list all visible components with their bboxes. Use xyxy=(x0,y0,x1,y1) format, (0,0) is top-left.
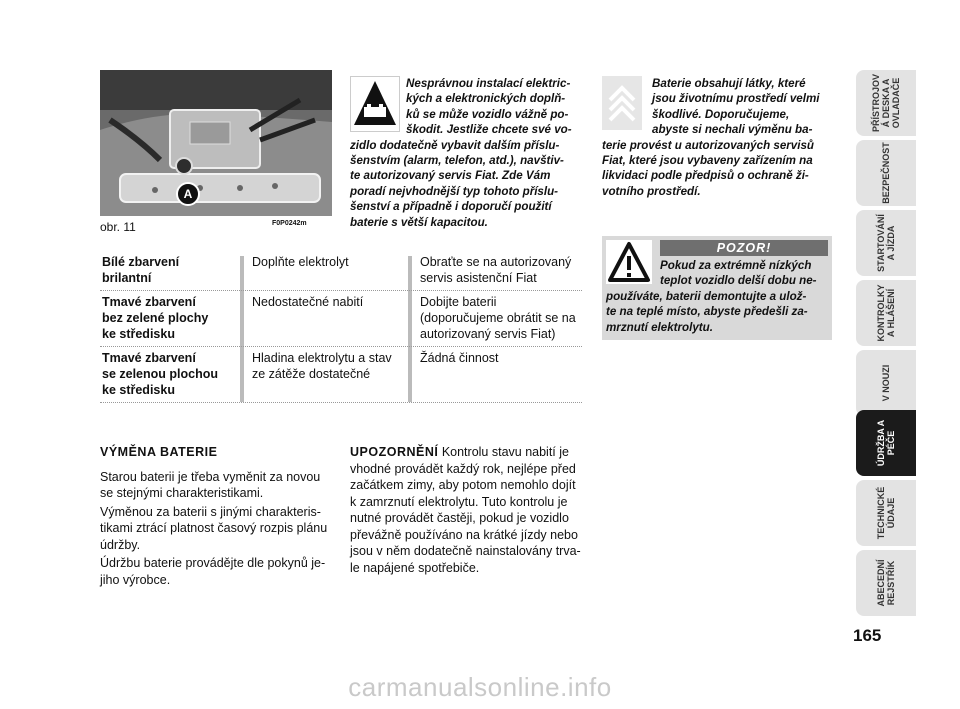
page-number: 165 xyxy=(853,626,882,645)
marker-a: A xyxy=(176,182,200,206)
paragraph: Starou baterii je třeba vyměnit za novou se stejnými charakteristikami. xyxy=(100,469,321,500)
note-paragraph: UPOZORNĚNÍ Kontrolu stavu nabití je vhodné provádět každý rok, nejlépe před začátkem zimy, aby potom nemohlo dojít k zamrznutí elektrolytu. Tuto kontrolu je nutné provádět častěji, pokud je vozidlo převážně používáno na krátké jízdy nebo jsou v něm dodatečně nainstalovány trva- le napájené spotřebiče. xyxy=(350,445,581,575)
paragraph: Výměnou za baterii s jinými charakteris- tikami ztrácí platnost časový rozpis plánu údržby. xyxy=(100,504,328,552)
tab-startovani[interactable]: STARTOVÁNÍ A JÍZDA xyxy=(856,210,916,276)
tab-bezpecnost[interactable]: BEZPEČNOST xyxy=(856,140,916,206)
table-row: Bílé zbarvení brilantní Doplňte elektrolyt Obraťte se na autorizovaný servis asistenční Fiat xyxy=(100,254,582,291)
paragraph: Údržbu baterie provádějte dle pokynů je- jiho výrobce. xyxy=(100,556,326,587)
tab-pristrojova-deska[interactable]: PŘÍSTROJOV Á DESKA A OVLADAČE xyxy=(856,70,916,136)
eco-note-text: Baterie obsahují látky, které jsou životnímu prostředí velmi škodlivé. Doporučujeme, abyste si nechali výměnu ba- terie provést u autorizovaných servisů Fiat, které jsou vybaveny zařízením na likvidaci podle předpisů o ochraně ži- votního prostředí. xyxy=(602,77,820,198)
battery-replacement-section xyxy=(100,444,332,590)
caution-text: Pokud za extrémně nízkých teplot vozidlo delší dobu ne- používáte, baterii demontujte a ulož- te na teplé místo, abyste předešli za- mrznutí elektrolytu. xyxy=(606,259,817,334)
caution-title: POZOR! xyxy=(660,240,828,256)
caution-box xyxy=(602,236,832,340)
tab-kontrolky[interactable]: KONTROLKY A HLÁŠENÍ xyxy=(856,280,916,346)
tab-v-nouzi[interactable]: V NOUZI xyxy=(856,350,916,416)
warning-text: Nesprávnou instalací elektric- kých a elektronických doplň- ků se může vozidlo vážně po- škodit. Jestliže chcete své vo- zidlo dodatečně vybavit dalším příslu- šenstvím (alarm, telefon, atd.), navštiv- te autorizovaný servis Fiat. Zde Vám poradí nejvhodnější typ tohoto příslu- šenství a případně i doporučí použití baterie s větší kapacitou. xyxy=(350,77,572,229)
tab-technicke-udaje[interactable]: TECHNICKÉ ÚDAJE xyxy=(856,480,916,546)
note-label: UPOZORNĚNÍ xyxy=(350,445,439,459)
table-row: Tmavé zbarvení bez zelené plochy ke středisku Nedostatečné nabití Dobijte baterii (doporučujeme obrátit se na autorizovaný servis Fiat) xyxy=(100,294,582,347)
table-row: Tmavé zbarvení se zelenou plochou ke středisku Hladina elektrolytu a stav ze zátěže dostatečné Žádná činnost xyxy=(100,350,582,403)
tab-abecedni-rejstrik[interactable]: ABECEDNÍ REJSTŘÍK xyxy=(856,550,916,616)
section-title: VÝMĚNA BATERIE xyxy=(100,445,218,459)
figure-code: F0P0242m xyxy=(272,220,307,227)
watermark: carmanualsonline.info xyxy=(348,672,612,702)
figure-caption: obr. 11 xyxy=(100,220,136,234)
tab-udrzba[interactable]: ÚDRŽBA A PÉČE xyxy=(856,410,916,476)
battery-photo xyxy=(100,70,332,216)
